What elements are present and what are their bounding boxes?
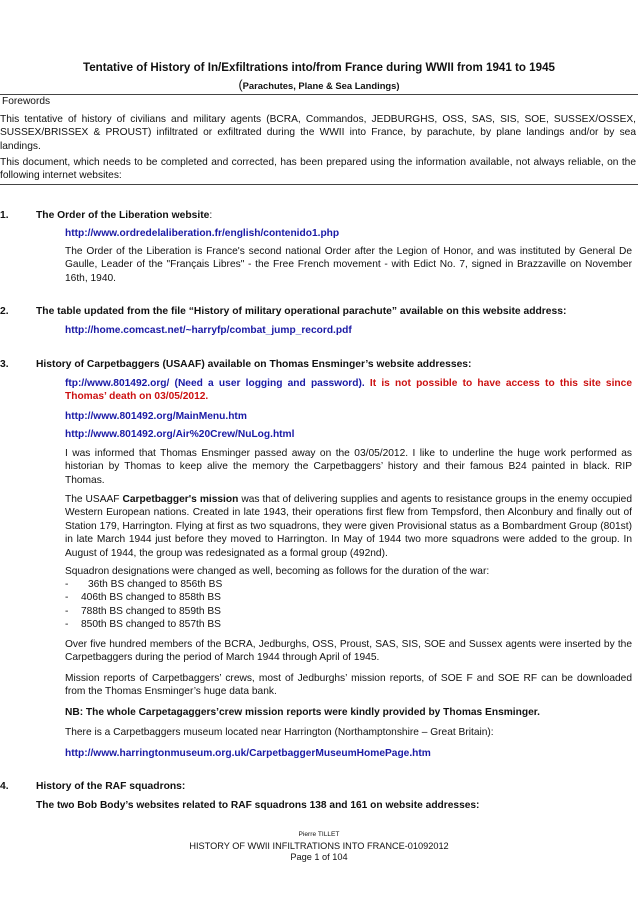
harrington-museum-link[interactable]: http://www.harringtonmuseum.org.uk/CarpetbaggerMuseumHomePage.htm: [65, 748, 431, 759]
parachute-record-link[interactable]: http://home.comcast.net/~harryfp/combat_jump_record.pdf: [65, 325, 352, 336]
footer-page-number: Page 1 of 104: [290, 852, 348, 863]
section-2-heading: The table updated from the file “History of military operational parachute” available on this website address:: [36, 306, 567, 317]
aircrew-log-link[interactable]: http://www.801492.org/Air%20Crew/NuLog.html: [65, 429, 295, 440]
section-4-number: 4.: [0, 781, 9, 792]
list-text: 850th BS changed to 857th BS: [81, 619, 221, 631]
squadron-list: [65, 578, 465, 632]
document-subtitle: [0, 78, 638, 92]
order-liberation-link[interactable]: http://www.ordredelaliberation.fr/english/contenido1.php: [65, 228, 340, 239]
over-five-hundred-paragraph: Over five hundred members of the BCRA, Jedburghs, OSS, Proust, SAS, SIS, SOE and Sussex agents were inserted by the Carpetbaggers during the period of March 1944 through April of 1945.: [65, 639, 632, 664]
page-footer: [0, 829, 638, 864]
designations-paragraph: Squadron designations were changed as well, becoming as follows for the duration of the war:: [65, 566, 490, 577]
forewords-heading: Forewords: [2, 96, 51, 107]
list-dash: -: [65, 619, 69, 631]
mission-reports-paragraph: Mission reports of Carpetbaggers’ crews, most of Jedburghs’ mission reports, of SOE F and SOE RF can be downloaded from the Thomas Ensminger’s huge data bank.: [65, 673, 632, 698]
list-item: [65, 591, 465, 604]
nb-paragraph: NB: The whole Carpetagaggers’crew mission reports were kindly provided by Thomas Ensminger.: [65, 707, 540, 718]
list-item: [65, 618, 465, 631]
section-3-heading: History of Carpetbaggers (USAAF) available on Thomas Ensminger’s website addresses:: [36, 359, 472, 370]
mission-post: was that of delivering supplies and agents to resistance groups in the enemy occupied Western European nations. Created in late 1943, their operations first flew from Tempsford, then Alconbury and finally out of Station 179, Harrington. Flying at first as two squadrons, they were given Provisional status as a Bombardment Group (801st) in late March 1944 just before they moved to Harrington. In May of 1944 two more squadrons were added to the group. In August of 1944, the group was redesignated as a formal group (492nd).: [65, 494, 632, 559]
list-text: 788th BS changed to 859th BS: [81, 605, 221, 617]
mainmenu-link[interactable]: http://www.801492.org/MainMenu.htm: [65, 411, 247, 422]
section-3-number: 3.: [0, 359, 9, 370]
forewords-paragraph-1: This tentative of history of civilians and military agents (BCRA, Commandos, JEDBURGHS, OSS, SAS, SIS, SOE, SUSSEX/OSSEX, SUSSEX/BRISSEX & PROUST) infiltrated or exfiltrated during the WWII into France, by parachute, by plane landings and/or by sea landings.: [0, 114, 636, 152]
mission-pre: The USAAF: [65, 494, 123, 505]
list-item: [65, 605, 465, 618]
list-dash: -: [65, 605, 69, 617]
footer-author: Pierre TILLET: [298, 831, 340, 838]
footer-title: HISTORY OF WWII INFILTRATIONS INTO FRANCE-01092012: [189, 840, 449, 851]
document-title: Tentative of History of In/Exfiltrations into/from France during WWII from 1941 to 1945: [83, 61, 555, 74]
mission-bold: Carpetbagger's mission: [122, 494, 239, 505]
section-1-body: The Order of the Liberation is France's second national Order after the Legion of Honor, and was instituted by General De Gaulle, Leader of the "Français Libres" - the Free French movement - with Edict No. 7, signed in Brazzaville on November 16th, 1940.: [65, 246, 632, 284]
museum-paragraph: There is a Carpetbaggers museum located near Harrington (Northamptonshire – Great Britain):: [65, 727, 494, 738]
ftp-paragraph: [65, 377, 632, 404]
subtitle-text: Parachutes, Plane & Sea Landings): [242, 80, 400, 91]
list-text: 36th BS changed to 856th BS: [88, 579, 223, 590]
ftp-note: It is not possible to have access to this site since Thomas’ death on 03/05/2012.: [65, 378, 632, 403]
section-3-informed-paragraph: I was informed that Thomas Ensminger passed away on the 03/05/2012. I like to underline the huge work performed as historian by Thomas to keep alive the memory the Carpetbaggers’ history and their famous B24 painted in black. RIP Thomas.: [65, 448, 632, 486]
carpetbagger-mission-paragraph: [65, 493, 632, 560]
list-text: 406th BS changed to 858th BS: [81, 592, 221, 604]
section-1-number: 1.: [0, 210, 9, 221]
forewords-rule: [0, 184, 638, 185]
section-2-number: 2.: [0, 306, 9, 317]
section-1-heading: [36, 210, 212, 221]
list-item: [65, 578, 465, 591]
section-1-heading-text: The Order of the Liberation website: [36, 210, 210, 221]
subtitle-open-paren: (: [238, 78, 243, 92]
section-4-heading: History of the RAF squadrons:: [36, 781, 186, 792]
section-1-heading-suffix: :: [209, 210, 213, 221]
forewords-paragraph-2: This document, which needs to be completed and corrected, has been prepared using the information available, not always reliable, on the following internet websites:: [0, 157, 636, 182]
section-4-subheading: The two Bob Body’s websites related to RAF squadrons 138 and 161 on website addresses:: [36, 800, 480, 811]
list-dash: -: [65, 579, 69, 590]
list-dash: -: [65, 592, 69, 604]
forewords-block: [2, 95, 634, 108]
ftp-link[interactable]: ftp://www.801492.org/ (Need a user logging and password).: [65, 378, 365, 389]
